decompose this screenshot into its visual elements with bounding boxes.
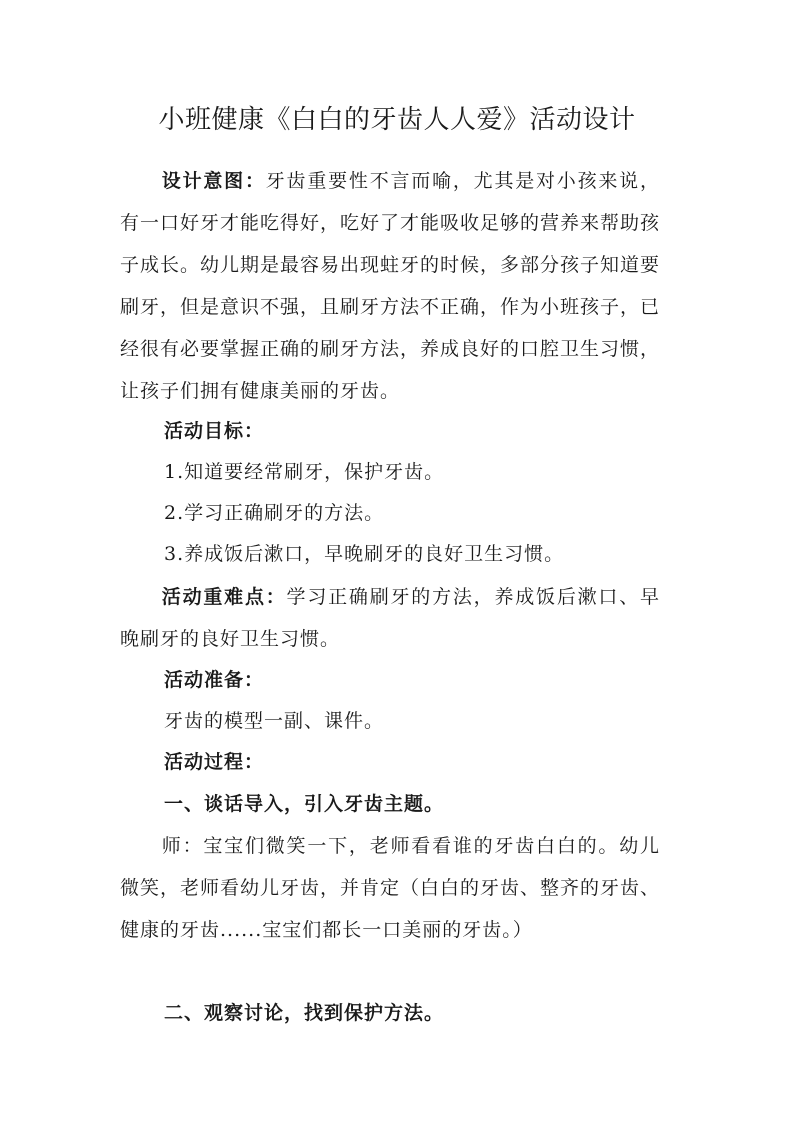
design-intent-label: 设计意图： (161, 170, 266, 192)
preparation-text: 牙齿的模型一副、课件。 (164, 710, 385, 732)
design-intent-paragraph (120, 160, 660, 412)
document-title: 小班健康《白白的牙齿人人爱》活动设计 (158, 105, 636, 135)
goal-item: 3.养成饭后漱口，早晚刷牙的良好卫生习惯。 (164, 543, 565, 565)
goals-label: 活动目标： (164, 420, 265, 442)
preparation-label: 活动准备： (164, 669, 265, 691)
goal-item: 2.学习正确刷牙的方法。 (164, 502, 385, 524)
process-step-2-heading: 二、观察讨论，找到保护方法。 (164, 1002, 445, 1024)
key-points-label: 活动重难点： (161, 586, 287, 608)
goal-item: 1.知道要经常刷牙，保护牙齿。 (164, 461, 445, 483)
key-points-paragraph (120, 576, 660, 660)
process-step-1-text: 师：宝宝们微笑一下，老师看看谁的牙齿白白的。幼儿微笑，老师看幼儿牙齿，并肯定（白白的牙齿、整齐的牙齿、健康的牙齿......宝宝们都长一口美丽的牙齿。） (120, 835, 661, 941)
key-points-text: 学习正确刷牙的方法，养成饭后漱口、早晚刷牙的良好卫生习惯。 (120, 586, 660, 650)
design-intent-text: 牙齿重要性不言而喻，尤其是对小孩来说，有一口好牙才能吃得好，吃好了才能吸收足够的营养来帮助孩子成长。幼儿期是最容易出现蛀牙的时候，多部分孩子知道要刷牙，但是意识不强，且刷牙方法不正确，作为小班孩子，已经很有必要掌握正确的刷牙方法，养成良好的口腔卫生习惯，让孩子们拥有健康美丽的牙齿。 (120, 170, 661, 402)
process-step-1-heading: 一、谈话导入，引入牙齿主题。 (164, 793, 445, 815)
process-label: 活动过程： (164, 751, 265, 773)
